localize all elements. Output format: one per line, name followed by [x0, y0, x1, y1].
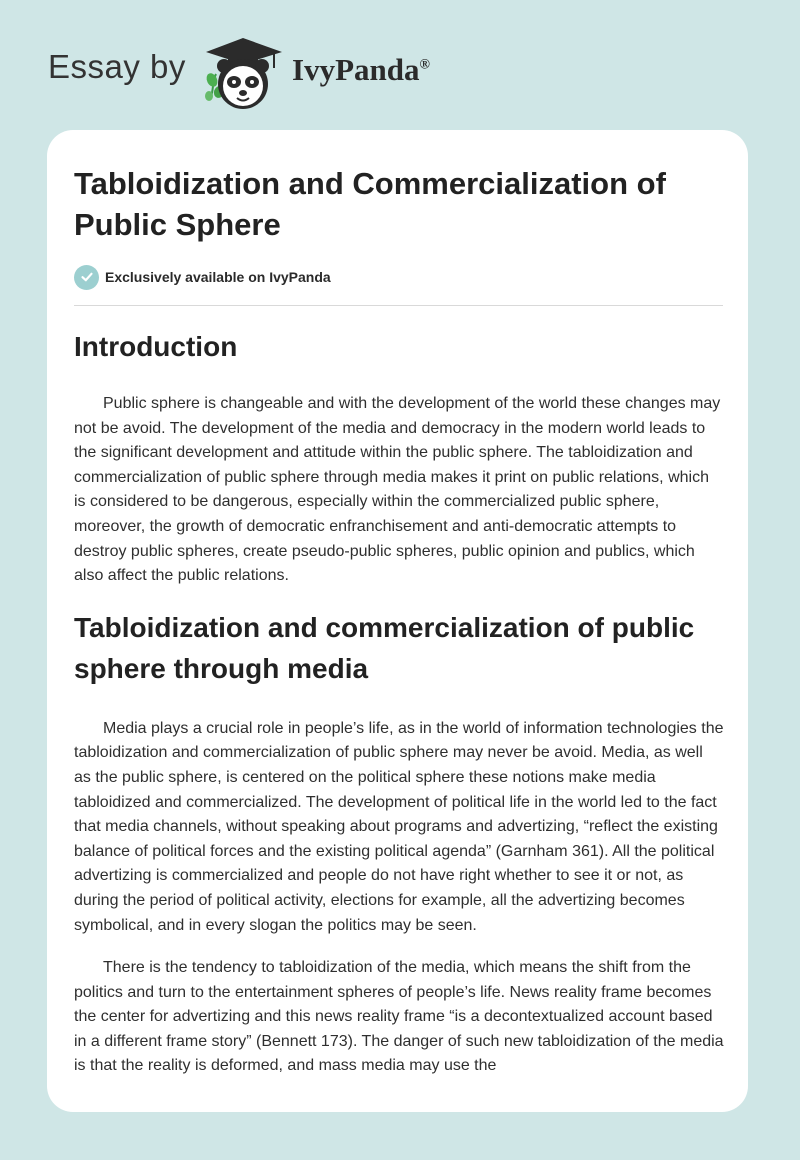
paragraph: Media plays a crucial role in people’s life, as in the world of information technologies the tabloidization and commercialization of public sphere may never be avoid. Media, as well as the public sphere, is centered on the political sphere these notions make media tabloidized and commercialized. The development of political life in the world led to the fact that media channels, without speaking about programs and advertizing, “reflect the existing balance of political forces and the existing political agenda” (Garnham 361). All the political advertizing is commercialized and people do not have right whether to see it or not, as during the period of political activity, elections for example, all the advertizing becomes symbolical, and in every slogan the politics may be seen. [74, 719, 724, 934]
check-circle-icon [74, 265, 99, 290]
essay-card [47, 130, 748, 1112]
paragraph: There is the tendency to tabloidization of the media, which means the shift from the politics and turn to the entertainment spheres of people’s life. News reality frame becomes the center for advertizing and this news reality frame “is a decontextualized account based in a different frame story” (Bennett 173). The danger of such new tabloidization of the media is that the reality is deformed, and mass media may use the [74, 959, 724, 1075]
badge-label: Exclusively available on IvyPanda [105, 269, 331, 285]
essay-content [74, 163, 724, 1079]
exclusive-badge [74, 264, 724, 290]
paragraph: Public sphere is changeable and with the development of the world these changes may not be avoid. The development of the media and democracy in the modern world leads to the significant development and attitude within the public sphere. The tabloidization and commercialization of public sphere through media makes it print on public relations, which is considered to be dangerous, especially within the commercialized public sphere, moreover, the growth of democratic enfranchisement and anti-democratic attempts to destroy public spheres, create pseudo-public spheres, public opinion and publics, which also affect the public relations. [74, 395, 721, 585]
page-title: Tabloidization and Commercialization of Public Sphere [74, 166, 666, 242]
registered-mark: ® [419, 57, 430, 73]
section-heading-tabloidization: Tabloidization and commercialization of public sphere through media [74, 611, 695, 684]
section-heading-introduction: Introduction [74, 331, 238, 362]
panda-graduate-icon[interactable] [200, 34, 286, 112]
brand-text: IvyPanda [292, 52, 420, 87]
essay-by-label: Essay by [48, 48, 186, 85]
brand-name[interactable] [292, 52, 430, 88]
site-header [0, 0, 800, 130]
divider [74, 305, 723, 306]
